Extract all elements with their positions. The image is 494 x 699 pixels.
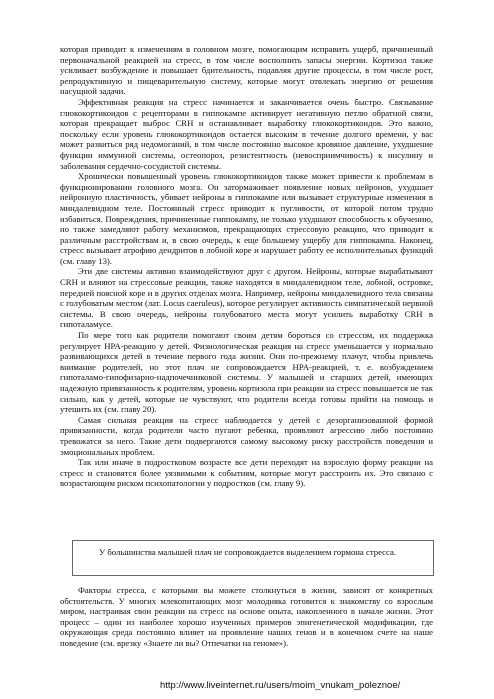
paragraph-2: Эффективная реакция на стресс начинается и заканчивается очень быстро. Связывание глюкокортикоидов с рецепторами в гиппокампе активирует негативную петлю обратной связи, которая прекращает выброс CRH и останавливает выработку глюкокортикоидов. Это важно, поскольку если уровень глюкокортикоидов остается высоким в течение долгого времени, у вас может развиться ряд недомоганий, в том числе постоянно высокое кровяное давление, ухудшение функции иммунной системы, остеопороз, резистентность (невосприимчивость) к инсулину и заболевания сердечно-сосудистой системы. — [60, 96, 433, 171]
paragraph-1: которая приводит к изменениям в головном мозге, помогающим исправить ущерб, причиненный первоначальной реакцией на стресс, в том числе восполнить запасы энергии. Кортизол также усиливает возбуждение и повышает бдительность, подавляя другие процессы, в том числе рост, репродуктивную и пищеварительную систему, которые могут отвлекать энергию от решения насущной задачи. — [60, 44, 433, 97]
footer-url[interactable]: http://www.liveinternet.ru/users/moim_vnukam_poleznoe/ — [160, 680, 401, 691]
callout-text: У большинства малышей плач не сопровождается выделением гормона стресса. — [99, 547, 396, 557]
closing-text — [60, 585, 433, 649]
paragraph-3: Хронически повышенный уровень глюкокортикоидов также может привести к проблемам в функционировании головного мозга. Он затормаживает появление новых нейронов, ухудшает нейронную пластичность, убивает нейроны в гиппокампе или вызывает структурные изменения в миндалевидном теле. Постоянный стресс приводит к пугливости, от которой потом трудно избавиться. Повреждения, причиненные гиппокампу, не только ухудшают способность к обучению, но также замедляют работу механизмов, прекращающих стрессовую реакцию, что приводит к различным расстройствам и, в свою очередь, к еще большему ущербу для гиппокампа. Наконец, стресс вызывает атрофию дендритов в лобной коре и нарушает работу ее исполнительных функций (см. главу 13). — [60, 171, 433, 266]
paragraph-7: Так или иначе в подростковом возрасте все дети переходят на взрослую форму реакции на стресс и становятся более уязвимыми к событиям, которые могут расстроить их. Это связано с возрастающим риском психопатологии у подростков (см. главу 9). — [60, 457, 433, 489]
body-text — [60, 44, 433, 489]
paragraph-6: Самая сильная реакция на стресс наблюдается у детей с дезорганизованной формой привязанности, когда родители часто пугают ребенка, проявляют агрессию либо постоянно тревожатся за него. Такие дети подвергаются самому высокому риску расстройств поведения и эмоциональных проблем. — [60, 414, 433, 457]
closing-paragraph: Факторы стресса, с которыми вы можете столкнуться в жизни, зависят от конкретных обстоятельств. У многих млекопитающих мозг молодняка готовится к знакомству со взрослым миром, настраивая свои реакции на стресс на основе опыта, накопленного в начале жизни. Этот процесс – один из наиболее хорошо изученных примеров эпигенетической модификации, где окружающая среда постоянно влияет на проявление наших генов и в конечном счете на наше поведение (см. врезку «Знаете ли вы? Отпечатки на геноме»). — [60, 585, 433, 648]
paragraph-4: Эти две системы активно взаимодействуют друг с другом. Нейроны, которые вырабатывают CRH и влияют на стрессовые реакции, также находятся в миндалевидном теле, лобной, островке, передней поясной коре и в других отделах мозга. Например, нейроны миндалевидного тела связаны с голубоватым местом (лат. Locus caeruleus), которое регулирует активность симпатической нервной системы. В свою очередь, нейроны голубоватого места могут усилить выработку CRH в гипоталамусе. — [60, 266, 433, 330]
callout-box — [72, 540, 434, 576]
paragraph-5: По мере того как родители помогают своим детям бороться со стрессом, их поддержка регулирует HPA-реакцию у детей. Физиологическая реакция на стресс уменьшается у нормально развивающихся детей в течение первого года жизни. Они по-прежнему плачут, чтобы привлечь внимание родителей, но этот плач не сопровождается HPA-реакцией, т. е. возбуждением гипоталамо-гипофизарно-надпочечниковой системы. У малышей и старших детей, имеющих надежную привязанность к родителям, уровень кортизола при реакции на стресс повышается не так сильно, как у детей, которые не чувствуют, что родители всегда готовы прийти на помощь и утешить их (см. главу 20). — [60, 330, 433, 415]
